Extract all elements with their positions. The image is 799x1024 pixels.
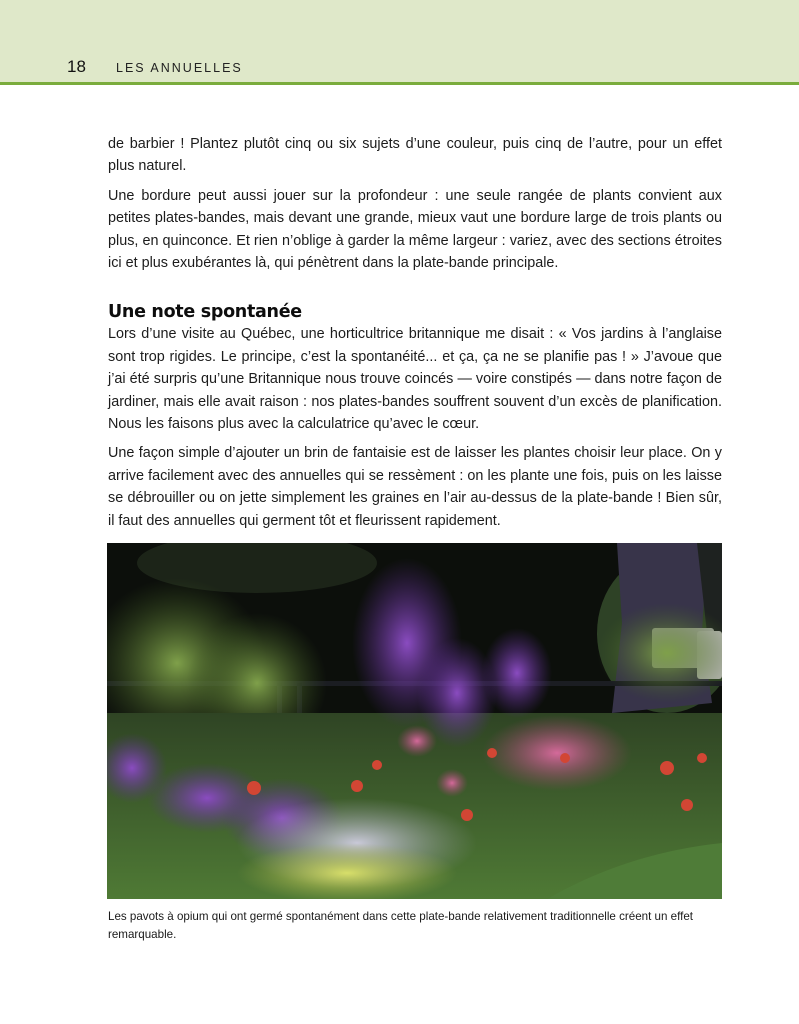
- page-number: 18: [67, 57, 86, 76]
- page-header: [0, 0, 799, 85]
- garden-photo: [107, 543, 722, 899]
- paragraph: Une bordure peut aussi jouer sur la profondeur : une seule rangée de plants convient aux petites plates-bandes, mais devant une grande, mieux vaut une bordure large de trois plants ou plus, en quinconce. Et rien n’oblige à garder la même largeur : variez, avec des sections étroites ici et plus exubérantes là, qui pénètrent dans la plate-bande principale.: [108, 187, 722, 272]
- garden-photo-illustration: [107, 543, 722, 899]
- section-heading: Une note spontanée: [108, 302, 302, 323]
- figure-caption: Les pavots à opium qui ont germé spontanément dans cette plate-bande relativement traditionnelle créent un effet remarquable.: [108, 910, 693, 941]
- paragraph: Lors d’une visite au Québec, une horticultrice britannique me disait : « Vos jardins à l’anglaise sont trop rigides. Le principe, c’est la spontanéité... et ça, ça ne se planifie pas ! » J’avoue que j’ai été surpris qu’une Britannique nous trouve coincés — voire constipés — dans notre façon de jardiner, mais elle avait raison : nos plates-bandes souffrent souvent d’un excès de planification. Nous les faisons plus avec la calculatrice qu’avec le cœur.: [108, 326, 722, 433]
- paragraph: Une façon simple d’ajouter un brin de fantaisie est de laisser les plantes choisir leur place. On y arrive facilement avec des annuelles qui se ressèment : on les plante une fois, puis on les laisse se débrouiller ou on jette simplement les graines en l’air au-dessus de la plate-bande ! Bien sûr, il faut des annuelles qui germent tôt et fleurissent rapidement.: [108, 445, 722, 529]
- article-body: [108, 133, 722, 539]
- running-title: LES ANNUELLES: [116, 61, 243, 75]
- paragraph: de barbier ! Plantez plutôt cinq ou six sujets d’une couleur, puis cinq de l’autre, pour un effet plus naturel.: [108, 136, 722, 175]
